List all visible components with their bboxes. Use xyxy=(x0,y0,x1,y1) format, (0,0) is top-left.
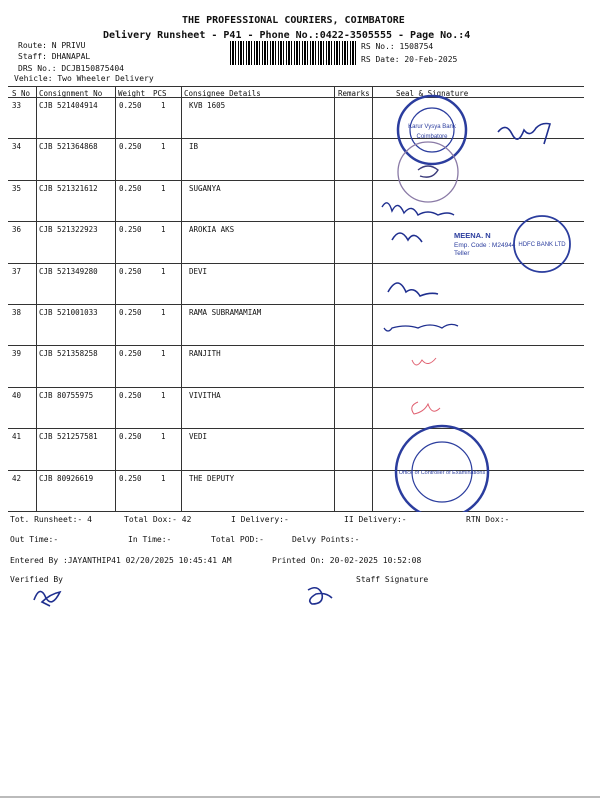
cell-consignment-no: CJB 521257581 xyxy=(39,432,98,442)
cell-consignee: DEVI xyxy=(189,266,208,276)
page-bottom-edge xyxy=(0,796,600,798)
col-header-consignee: Consignee Details xyxy=(184,89,261,98)
faint-stamp-34 xyxy=(398,142,458,202)
col-divider xyxy=(115,86,116,511)
ii-delivery: II Delivery:- xyxy=(344,515,407,524)
signature-35 xyxy=(382,203,454,215)
cell-pcs: 1 xyxy=(161,390,166,400)
staff-signature-label: Staff Signature xyxy=(356,575,429,584)
cell-weight: 0.250 xyxy=(119,308,142,317)
signature-40 xyxy=(412,402,440,414)
barcode xyxy=(230,41,358,65)
cell-consignment-no: CJB 521349280 xyxy=(39,266,98,276)
route-label: Route: N PRIVU xyxy=(18,41,86,50)
drs-label: DRS No.: DCJB150875404 xyxy=(18,64,124,73)
col-divider xyxy=(334,86,335,511)
cell-weight: 0.250 xyxy=(119,349,142,359)
cell-weight: 0.250 xyxy=(119,142,142,152)
cell-pcs: 1 xyxy=(161,101,166,110)
signature-38 xyxy=(384,324,458,331)
vehicle-label: Vehicle: Two Wheeler Delivery xyxy=(14,74,154,83)
cell-sno: 41 xyxy=(12,432,22,442)
cell-weight: 0.250 xyxy=(119,473,142,483)
cell-pcs: 1 xyxy=(161,183,166,193)
page-subtitle: Delivery Runsheet - P41 - Phone No.:0422-3505555 - Page No.:4 xyxy=(103,30,471,41)
cell-consignee: KVB 1605 xyxy=(189,101,226,110)
university-stamp-text: Office of Controller of Examinations xyxy=(398,470,486,476)
signature-33 xyxy=(498,124,550,145)
cell-sno: 35 xyxy=(12,183,22,193)
cell-consignment-no: CJB 521404914 xyxy=(39,101,98,110)
total-dox: Total Dox:- 42 xyxy=(124,515,192,524)
cell-consignment-no: CJB 521321612 xyxy=(39,183,98,193)
rs-date: RS Date: 20-Feb-2025 xyxy=(361,55,458,64)
entered-by: Entered By :JAYANTHIP41 02/20/2025 10:45:41 AM xyxy=(10,556,232,565)
cell-sno: 38 xyxy=(12,308,22,317)
cell-consignment-no: CJB 80926619 xyxy=(39,473,94,483)
col-header-consignment: Consignment No xyxy=(39,89,103,98)
cell-consignee: IB xyxy=(189,142,199,152)
seal-signature-area xyxy=(370,92,584,512)
cell-consignment-no: CJB 80755975 xyxy=(39,390,94,400)
i-delivery: I Delivery:- xyxy=(231,515,289,524)
cell-consignee: SUGANYA xyxy=(189,183,221,193)
cell-sno: 33 xyxy=(12,101,22,110)
cell-weight: 0.250 xyxy=(119,432,142,442)
col-divider xyxy=(36,86,37,511)
cell-consignment-no: CJB 521001033 xyxy=(39,308,98,317)
col-header-seal-signature: Seal & Signature xyxy=(396,89,469,98)
cell-consignment-no: CJB 521358258 xyxy=(39,349,98,359)
printed-on: Printed On: 20-02-2025 10:52:08 xyxy=(272,556,422,565)
cell-sno: 34 xyxy=(12,142,22,152)
staff-label: Staff: DHANAPAL xyxy=(18,52,91,61)
staff-signature xyxy=(302,582,338,608)
cell-weight: 0.250 xyxy=(119,390,142,400)
meena-name: MEENA. N xyxy=(454,231,491,240)
cell-pcs: 1 xyxy=(161,349,166,359)
signature-34 xyxy=(418,166,438,177)
cell-pcs: 1 xyxy=(161,142,166,152)
cell-consignment-no: CJB 521364868 xyxy=(39,142,98,152)
verified-signature xyxy=(30,582,70,608)
total-runsheet: Tot. Runsheet:- 4 xyxy=(10,515,92,524)
cell-consignee: RAMA SUBRAMAMIAM xyxy=(189,308,262,317)
rtn-dox: RTN Dox:- xyxy=(466,515,510,524)
cell-pcs: 1 xyxy=(161,473,166,483)
out-time: Out Time:- xyxy=(10,535,59,544)
delvy-points: Delvy Points:- xyxy=(292,535,360,544)
cell-consignee: RANJITH xyxy=(189,349,221,359)
cell-consignee: THE DEPUTY xyxy=(189,473,235,483)
cell-pcs: 1 xyxy=(161,266,166,276)
rs-number: RS No.: 1508754 xyxy=(361,42,434,51)
cell-weight: 0.250 xyxy=(119,225,142,235)
meena-code: Emp. Code : M24944 xyxy=(454,242,516,249)
cell-sno: 36 xyxy=(12,225,22,235)
cell-pcs: 1 xyxy=(161,308,166,317)
total-pod: Total POD:- xyxy=(211,535,264,544)
cell-weight: 0.250 xyxy=(119,183,142,193)
col-header-sno: S No xyxy=(12,89,31,98)
cell-consignee: AROKIA AKS xyxy=(189,225,235,235)
cell-consignee: VIVITHA xyxy=(189,390,221,400)
page-title: THE PROFESSIONAL COURIERS, COIMBATORE xyxy=(182,15,405,26)
cell-sno: 40 xyxy=(12,390,22,400)
verified-by-label: Verified By xyxy=(10,575,63,584)
table-top-border xyxy=(8,86,584,87)
kvb-stamp xyxy=(398,96,466,164)
cell-weight: 0.250 xyxy=(119,266,142,276)
cell-pcs: 1 xyxy=(161,432,166,442)
col-header-remarks: Remarks xyxy=(338,89,370,98)
kvb-stamp-text: Karur Vysya Bank xyxy=(408,124,456,130)
cell-consignee: VEDI xyxy=(189,432,208,442)
cell-sno: 37 xyxy=(12,266,22,276)
hdfc-stamp-text: HDFC BANK LTD xyxy=(518,242,566,248)
signature-39 xyxy=(412,358,436,365)
meena-role: Teller xyxy=(454,250,470,257)
signature-37 xyxy=(388,283,438,296)
col-divider xyxy=(181,86,182,511)
in-time: In Time:- xyxy=(128,535,172,544)
col-header-pcs: PCS xyxy=(153,89,167,98)
cell-sno: 42 xyxy=(12,473,22,483)
cell-consignment-no: CJB 521322923 xyxy=(39,225,98,235)
cell-pcs: 1 xyxy=(161,225,166,235)
col-header-weight: Weight xyxy=(118,89,146,98)
kvb-stamp-sub: Coimbatore xyxy=(416,134,448,140)
cell-weight: 0.250 xyxy=(119,101,142,110)
cell-sno: 39 xyxy=(12,349,22,359)
signature-36 xyxy=(392,233,422,242)
university-stamp xyxy=(396,426,488,512)
